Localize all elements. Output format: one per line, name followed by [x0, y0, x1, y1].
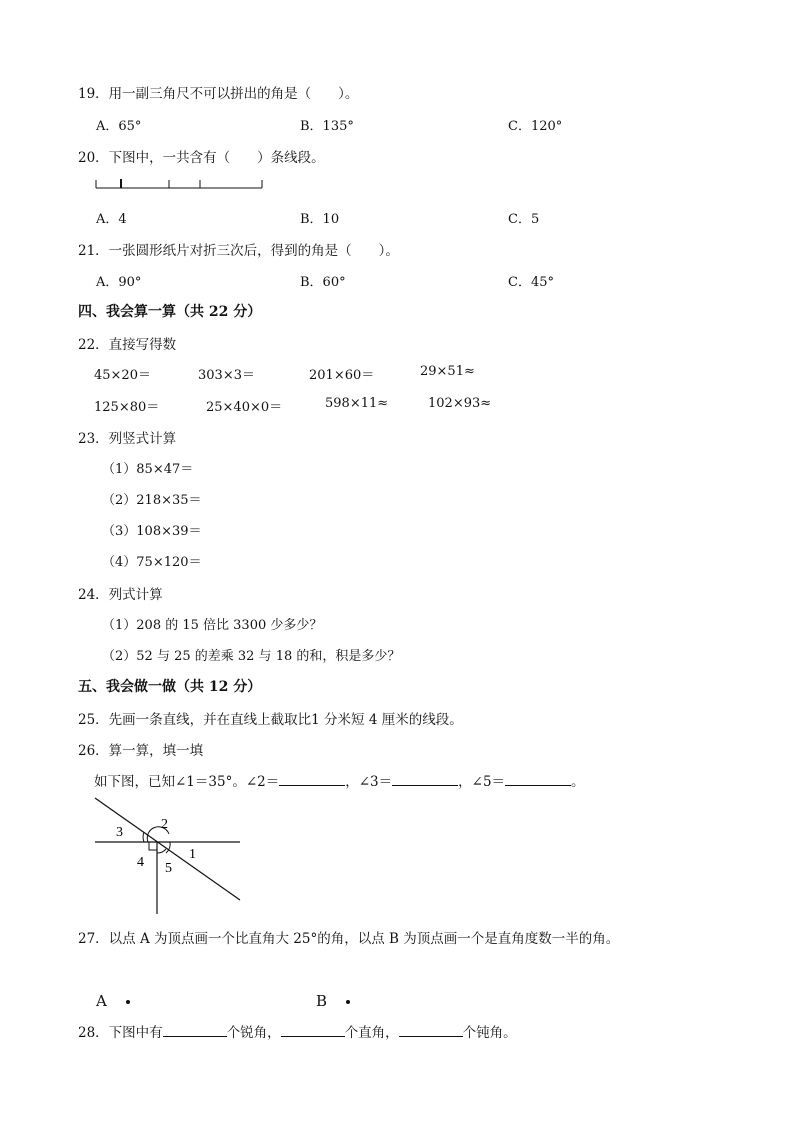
q23-item-3: （3）108×39＝ — [102, 524, 202, 539]
angle-label-4: 4 — [137, 855, 144, 870]
q21-option-b: B．60° — [300, 275, 346, 290]
q23-item-1: （1）85×47＝ — [102, 462, 194, 477]
q26-intro: 如下图，已知∠1＝35°。∠2＝ — [94, 774, 280, 790]
calc-item: 29×51≈ — [420, 364, 475, 379]
question-22: 22．直接写得数 — [78, 337, 177, 353]
question-27: 27．以点 A 为顶点画一个比直角大 25°的角，以点 B 为顶点画一个是直角度数一半的角。 — [78, 931, 620, 947]
calc-item: 125×80＝ — [94, 400, 160, 415]
q28-text: 个锐角， — [226, 1025, 281, 1041]
angle-2-blank[interactable] — [279, 772, 345, 786]
calc-item: 303×3＝ — [198, 368, 255, 383]
angle-5-arc — [157, 849, 166, 853]
q26-fill-line — [94, 770, 585, 790]
q26-sep: ，∠3＝ — [345, 774, 393, 790]
angle-label-1: 1 — [189, 847, 196, 862]
angle-3-blank[interactable] — [392, 772, 458, 786]
calc-item: 25×40×0＝ — [206, 400, 283, 415]
point-a-dot[interactable] — [126, 1000, 130, 1004]
q21-option-a: A．90° — [96, 275, 142, 290]
calc-item: 102×93≈ — [428, 396, 492, 411]
q19-option-c: C．120° — [508, 119, 563, 134]
q28-text: 个钝角。 — [462, 1025, 517, 1041]
q23-item-4: （4）75×120＝ — [102, 555, 202, 570]
question-26: 26．算一算，填一填 — [78, 743, 204, 759]
q28-text: 个直角， — [344, 1025, 399, 1041]
angle-figure — [90, 796, 246, 916]
acute-angle-blank[interactable] — [163, 1023, 227, 1037]
question-23: 23．列竖式计算 — [78, 431, 177, 447]
q19-option-a: A．65° — [96, 119, 142, 134]
angle-3-arc — [143, 832, 144, 842]
diagonal-line — [95, 798, 240, 900]
angle-label-3: 3 — [116, 825, 123, 840]
point-b-dot[interactable] — [346, 1000, 350, 1004]
angle-5-blank[interactable] — [505, 772, 571, 786]
q26-end: 。 — [571, 774, 585, 790]
point-b — [316, 992, 350, 1010]
calc-item: 598×11≈ — [325, 396, 389, 411]
q20-option-a: A．4 — [96, 212, 127, 227]
question-24: 24．列式计算 — [78, 587, 163, 603]
calc-item: 201×60＝ — [309, 368, 375, 383]
calc-item: 45×20＝ — [94, 368, 151, 383]
q24-item-1: （1）208 的 15 倍比 3300 少多少？ — [102, 618, 323, 633]
q28-text: 28．下图中有 — [78, 1025, 163, 1041]
question-25: 25．先画一条直线，并在直线上截取比1 分米短 4 厘米的线段。 — [78, 712, 463, 728]
q20-option-b: B．10 — [300, 212, 340, 227]
point-b-label: B — [316, 992, 328, 1010]
section-5-title: 五、我会做一做（共 12 分） — [78, 679, 262, 695]
question-21: 21．一张圆形纸片对折三次后，得到的角是（ ）。 — [78, 243, 399, 259]
segment-figure — [94, 176, 266, 192]
angle-1-arc — [166, 842, 170, 853]
question-19: 19．用一副三角尺不可以拼出的角是（ ）。 — [78, 86, 359, 102]
q24-item-2: （2）52 与 25 的差乘 32 与 18 的和，积是多少？ — [102, 649, 401, 664]
point-a — [96, 992, 130, 1010]
question-20: 20．下图中，一共含有（ ）条线段。 — [78, 150, 325, 166]
q20-option-c: C．5 — [508, 212, 540, 227]
right-angle-mark — [149, 842, 157, 850]
right-angle-blank[interactable] — [281, 1023, 345, 1037]
q19-option-b: B．135° — [300, 119, 354, 134]
angle-label-5: 5 — [165, 861, 172, 876]
angle-label-2: 2 — [161, 817, 168, 832]
obtuse-angle-blank[interactable] — [399, 1023, 463, 1037]
section-4-title: 四、我会算一算（共 22 分） — [78, 304, 262, 320]
q26-sep: ，∠5＝ — [458, 774, 506, 790]
q21-option-c: C．45° — [508, 275, 554, 290]
point-a-label: A — [96, 992, 107, 1010]
question-28 — [78, 1021, 517, 1041]
q23-item-2: （2）218×35＝ — [102, 493, 202, 508]
